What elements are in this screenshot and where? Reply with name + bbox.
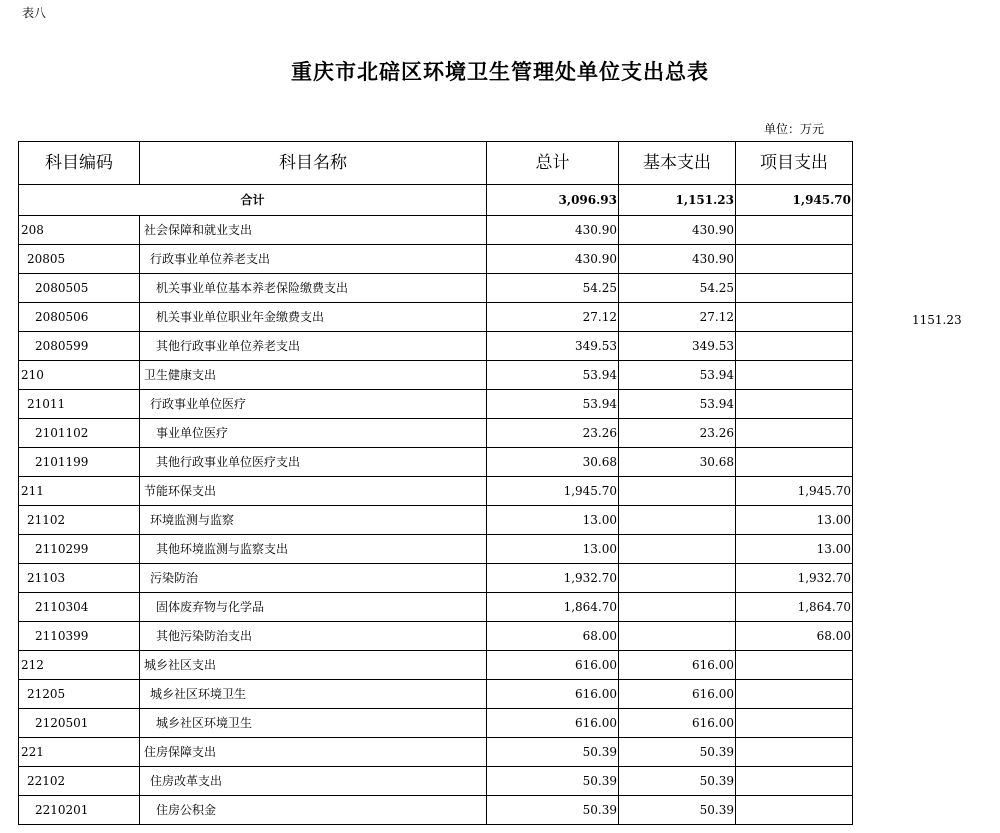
row-name: 城乡社区支出 xyxy=(140,651,487,680)
row-basic: 616.00 xyxy=(619,651,736,680)
row-project xyxy=(736,738,853,767)
row-code: 2120501 xyxy=(19,709,140,738)
table-row xyxy=(19,390,853,419)
row-basic: 430.90 xyxy=(619,245,736,274)
row-code: 2101199 xyxy=(19,448,140,477)
table-row xyxy=(19,448,853,477)
row-name: 环境监测与监察 xyxy=(140,506,487,535)
table-row xyxy=(19,680,853,709)
page-title: 重庆市北碚区环境卫生管理处单位支出总表 xyxy=(291,59,709,84)
row-basic: 54.25 xyxy=(619,274,736,303)
row-code: 21103 xyxy=(19,564,140,593)
row-total: 1,864.70 xyxy=(487,593,619,622)
row-code: 208 xyxy=(19,216,140,245)
row-project xyxy=(736,332,853,361)
table-row xyxy=(19,535,853,564)
row-total: 30.68 xyxy=(487,448,619,477)
row-name: 固体废弃物与化学品 xyxy=(140,593,487,622)
row-project: 1,932.70 xyxy=(736,564,853,593)
row-code: 22102 xyxy=(19,767,140,796)
header-total: 总计 xyxy=(487,142,619,185)
row-name: 事业单位医疗 xyxy=(140,419,487,448)
expenditure-table xyxy=(18,141,853,825)
table-row xyxy=(19,361,853,390)
row-code: 212 xyxy=(19,651,140,680)
row-project: 13.00 xyxy=(736,506,853,535)
row-total: 23.26 xyxy=(487,419,619,448)
total-project: 1,945.70 xyxy=(736,185,853,216)
table-row xyxy=(19,332,853,361)
row-code: 2080599 xyxy=(19,332,140,361)
row-basic: 30.68 xyxy=(619,448,736,477)
row-name: 污染防治 xyxy=(140,564,487,593)
row-name: 其他行政事业单位医疗支出 xyxy=(140,448,487,477)
row-code: 2110304 xyxy=(19,593,140,622)
row-basic xyxy=(619,622,736,651)
row-project xyxy=(736,390,853,419)
side-note-value: 1151.23 xyxy=(912,313,962,327)
row-total: 430.90 xyxy=(487,216,619,245)
row-project xyxy=(736,303,853,332)
table-row xyxy=(19,622,853,651)
table-row xyxy=(19,709,853,738)
row-name: 住房公积金 xyxy=(140,796,487,825)
table-row xyxy=(19,564,853,593)
row-code: 211 xyxy=(19,477,140,506)
row-total: 13.00 xyxy=(487,535,619,564)
table-row xyxy=(19,303,853,332)
row-project xyxy=(736,796,853,825)
row-basic: 53.94 xyxy=(619,361,736,390)
row-project xyxy=(736,245,853,274)
row-name: 社会保障和就业支出 xyxy=(140,216,487,245)
row-name: 行政事业单位医疗 xyxy=(140,390,487,419)
row-basic xyxy=(619,564,736,593)
row-code: 2101102 xyxy=(19,419,140,448)
row-name: 其他行政事业单位养老支出 xyxy=(140,332,487,361)
header-name: 科目名称 xyxy=(140,142,487,185)
row-total: 616.00 xyxy=(487,651,619,680)
row-basic: 430.90 xyxy=(619,216,736,245)
row-total: 616.00 xyxy=(487,709,619,738)
row-code: 210 xyxy=(19,361,140,390)
row-basic xyxy=(619,506,736,535)
table-row xyxy=(19,245,853,274)
row-project: 68.00 xyxy=(736,622,853,651)
table-row xyxy=(19,477,853,506)
row-basic: 27.12 xyxy=(619,303,736,332)
row-basic: 53.94 xyxy=(619,390,736,419)
row-total: 54.25 xyxy=(487,274,619,303)
table-row xyxy=(19,506,853,535)
row-code: 20805 xyxy=(19,245,140,274)
header-project: 项目支出 xyxy=(736,142,853,185)
header-basic: 基本支出 xyxy=(619,142,736,185)
row-total: 53.94 xyxy=(487,390,619,419)
row-name: 城乡社区环境卫生 xyxy=(140,680,487,709)
row-name: 住房改革支出 xyxy=(140,767,487,796)
row-basic: 50.39 xyxy=(619,796,736,825)
row-project: 13.00 xyxy=(736,535,853,564)
row-basic: 349.53 xyxy=(619,332,736,361)
table-row xyxy=(19,651,853,680)
row-total: 50.39 xyxy=(487,796,619,825)
row-basic: 50.39 xyxy=(619,767,736,796)
table-row xyxy=(19,274,853,303)
row-total: 349.53 xyxy=(487,332,619,361)
row-project xyxy=(736,680,853,709)
table-row xyxy=(19,419,853,448)
table-row xyxy=(19,593,853,622)
row-project xyxy=(736,448,853,477)
row-project: 1,945.70 xyxy=(736,477,853,506)
header-code: 科目编码 xyxy=(19,142,140,185)
row-code: 2080506 xyxy=(19,303,140,332)
row-total: 1,945.70 xyxy=(487,477,619,506)
total-sum: 3,096.93 xyxy=(487,185,619,216)
row-project: 1,864.70 xyxy=(736,593,853,622)
row-project xyxy=(736,216,853,245)
row-code: 2110399 xyxy=(19,622,140,651)
total-basic: 1,151.23 xyxy=(619,185,736,216)
row-project xyxy=(736,274,853,303)
row-total: 616.00 xyxy=(487,680,619,709)
table-row xyxy=(19,796,853,825)
row-code: 2110299 xyxy=(19,535,140,564)
table-row xyxy=(19,216,853,245)
row-code: 21205 xyxy=(19,680,140,709)
table-row xyxy=(19,738,853,767)
row-code: 221 xyxy=(19,738,140,767)
row-project xyxy=(736,709,853,738)
row-name: 其他污染防治支出 xyxy=(140,622,487,651)
row-total: 53.94 xyxy=(487,361,619,390)
unit-label: 单位：万元 xyxy=(764,122,825,136)
row-project xyxy=(736,361,853,390)
row-name: 机关事业单位职业年金缴费支出 xyxy=(140,303,487,332)
row-name: 节能环保支出 xyxy=(140,477,487,506)
row-name: 卫生健康支出 xyxy=(140,361,487,390)
table-number-tag: 表八 xyxy=(22,6,47,20)
row-project xyxy=(736,767,853,796)
row-code: 21011 xyxy=(19,390,140,419)
table-row xyxy=(19,767,853,796)
row-basic xyxy=(619,593,736,622)
row-name: 行政事业单位养老支出 xyxy=(140,245,487,274)
row-project xyxy=(736,419,853,448)
row-basic xyxy=(619,477,736,506)
total-row xyxy=(19,185,853,216)
row-basic: 23.26 xyxy=(619,419,736,448)
row-basic: 50.39 xyxy=(619,738,736,767)
row-total: 68.00 xyxy=(487,622,619,651)
row-total: 430.90 xyxy=(487,245,619,274)
row-total: 27.12 xyxy=(487,303,619,332)
row-name: 其他环境监测与监察支出 xyxy=(140,535,487,564)
row-project xyxy=(736,651,853,680)
row-code: 21102 xyxy=(19,506,140,535)
row-name: 住房保障支出 xyxy=(140,738,487,767)
row-basic xyxy=(619,535,736,564)
row-total: 50.39 xyxy=(487,738,619,767)
row-name: 机关事业单位基本养老保险缴费支出 xyxy=(140,274,487,303)
row-code: 2080505 xyxy=(19,274,140,303)
header-row xyxy=(19,142,853,185)
row-total: 50.39 xyxy=(487,767,619,796)
total-label: 合计 xyxy=(19,185,487,216)
row-code: 2210201 xyxy=(19,796,140,825)
row-basic: 616.00 xyxy=(619,680,736,709)
row-total: 13.00 xyxy=(487,506,619,535)
row-basic: 616.00 xyxy=(619,709,736,738)
row-name: 城乡社区环境卫生 xyxy=(140,709,487,738)
row-total: 1,932.70 xyxy=(487,564,619,593)
